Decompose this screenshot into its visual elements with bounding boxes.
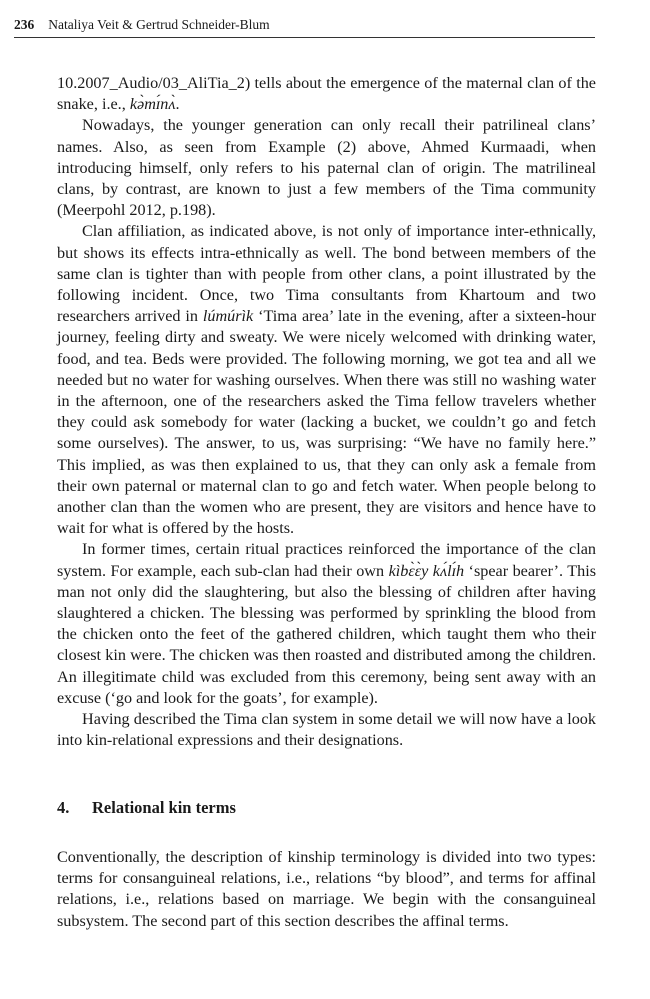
paragraph-4-end: ‘spear bearer’. This man not only did the slaughtering, but also the blessing of children after having slaughtered a chicken. The blessing was performed by sprinkling the blood from the chicken onto the feet of the gathered children, which taught them who their closest kin were. The chicken was then roasted and distributed among the children. An illegitimate child was excluded from this ceremony, being sent away with an excuse (‘go and look for the goats’, for example).	[57, 561, 596, 707]
section-title: Relational kin terms	[92, 798, 236, 817]
paragraph-3-end: ‘Tima area’ late in the evening, after a sixteen-hour journey, feeling dirty and sweaty. We were nicely welcomed with drinking water, food, and tea. Beds were provided. The following morning, we got tea and all we needed but no water for washing ourselves. When there was still no washing water in the afternoon, one of the researchers asked the Tima fellow travelers whether they could ask somebody for water (lacking a bucket, we couldn’t go and fetch some ourselves). The answer, to us, was surprising: “We have no family here.” This implied, as was then explained to us, that they can only ask a female from their own paternal or maternal clan to go and fetch water. When people belong to another clan than the women who are present, they are visitors and hence have to wait for what is offered by the hosts.	[57, 307, 596, 538]
running-header	[14, 15, 595, 38]
section-number: 4.	[57, 798, 70, 817]
paragraph-5: Having described the Tima clan system in some detail we will now have a look into kin-relational expressions and their designations.	[57, 710, 596, 750]
paragraph-3	[57, 221, 596, 539]
paragraph-1-text: 10.2007_Audio/03_AliTia_2) tells about the emergence of the maternal clan of the snake, i.e.,	[57, 74, 596, 114]
paragraph-3-text: Clan affiliation, as indicated above, is not only of importance inter-ethnically, but shows its effects intra-ethnically as well. The bond between members of the same clan is tighter than with people from other clans, a point illustrated by the following incident. Once, two Tima consultants from Khartoum and two researchers arrived in	[57, 222, 596, 326]
paragraph-1	[57, 73, 596, 115]
tima-term-spear-bearer: kìbɛ̀ɛ̀y kʌ́lɪ́h	[388, 561, 465, 580]
page-number: 236	[14, 17, 35, 32]
section-body	[57, 847, 596, 932]
paragraph-4	[57, 539, 596, 709]
tima-term-snake-clan: kə̀mɪ́nʌ̀	[129, 95, 176, 114]
tima-term-area: lúmúrìk	[202, 307, 254, 326]
section-heading	[57, 797, 596, 819]
paragraph-1-end: .	[175, 95, 180, 114]
body-text	[57, 73, 596, 752]
section-paragraph: Conventionally, the description of kinship terminology is divided into two types: terms for consanguineal relations, i.e., relations “by blood”, and terms for affinal relations, i.e., relations based on marriage. We begin with the consanguineal subsystem. The second part of this section describes the affinal terms.	[57, 848, 596, 930]
paragraph-4-text: In former times, certain ritual practices reinforced the importance of the clan system. For example, each sub-clan had their own	[57, 540, 596, 580]
running-header-authors: Nataliya Veit & Gertrud Schneider-Blum	[48, 17, 270, 32]
paragraph-2: Nowadays, the younger generation can only recall their patrilineal clans’ names. Also, as seen from Example (2) above, Ahmed Kurmaadi, when introducing himself, only refers to his paternal clan of origin. The matrilineal clans, by contrast, are known to just a few members of the Tima community (Meerpohl 2012, p.198).	[57, 116, 596, 220]
